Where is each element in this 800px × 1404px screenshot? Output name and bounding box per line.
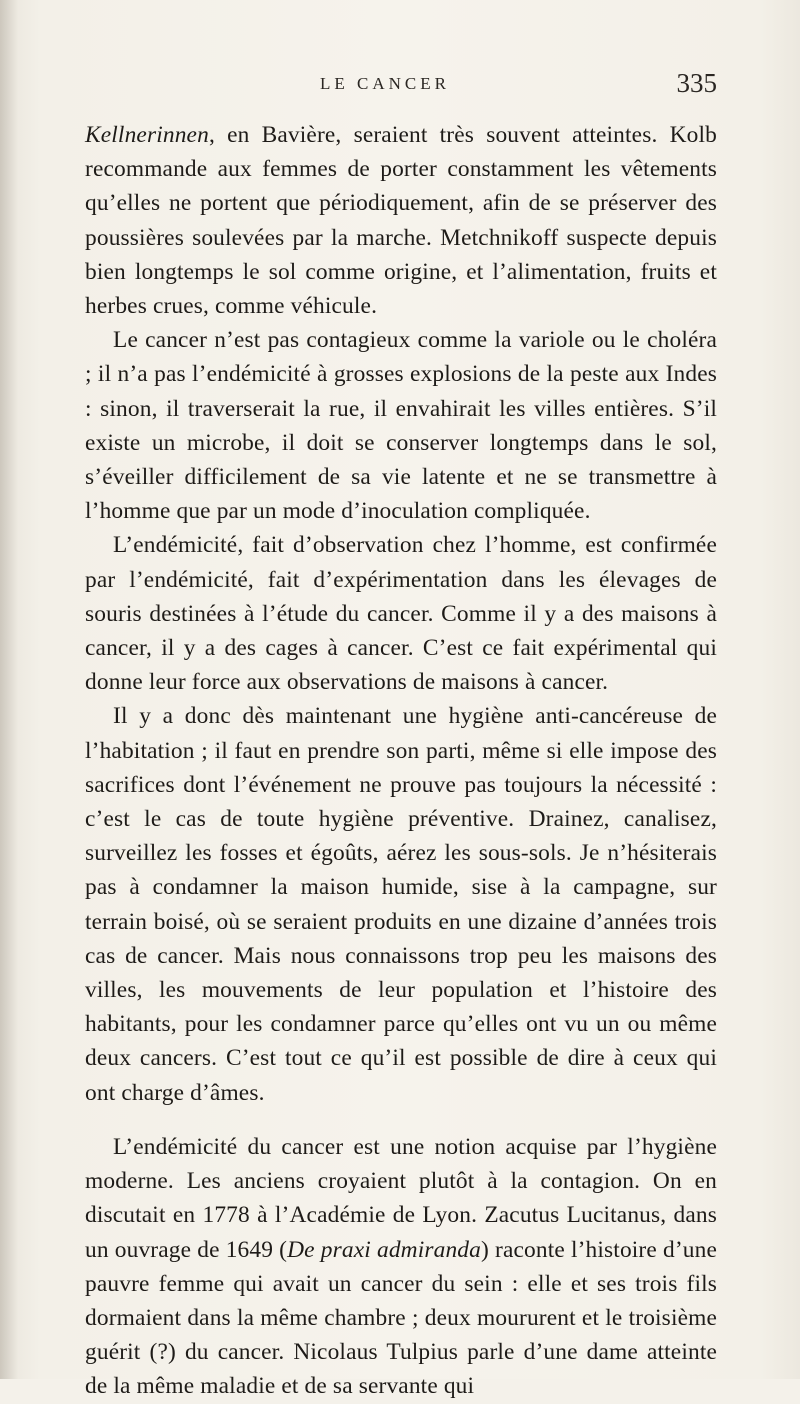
paragraph-5-text-a: L’endémicité du cancer est une notion acquise par l’hygiène moderne. Les anciens croyaient plutôt à la contagion. On en discutait en 1778 à l’Académie de Lyon. Zacutus Lucitanus, dans un ouvrage de 1649 ( bbox=[85, 1133, 717, 1263]
paragraph-4: Il y a donc dès maintenant une hygiène anti-cancéreuse de l’habitation ; il faut en prendre son parti, même si elle impose des sacrifices dont l’événement ne prouve pas toujours la nécessité : c’est le cas de toute hygiène préventive. Drainez, canalisez, surveillez les fosses et égoûts, aérez les sous-sols. Je n’hésiterais pas à condamner la maison humide, sise à la campagne, sur terrain boisé, où se seraient produits en une dizaine d’années trois cas de cancer. Mais nous connaissons trop peu les maisons des villes, les mouvements de leur population et l’histoire des habitants, pour les condamner parce qu’elles ont vu un ou même deux cancers. C’est tout ce qu’il est possible de dire à ceux qui ont charge d’âmes. bbox=[85, 703, 717, 1106]
body-text bbox=[85, 118, 717, 1404]
book-title: De praxi admiranda bbox=[287, 1236, 481, 1263]
paragraph-1-text: , en Bavière, seraient très souvent atteintes. Kolb recommande aux femmes de porter constamment les vêtements qu’elles ne portent que périodiquement, afin de se préserver des poussières soulevées par la marche. Metchnikoff suspecte depuis bien longtemps le sol comme origine, et l’alimentation, fruits et herbes crues, comme véhicule. bbox=[85, 122, 717, 320]
paragraph-5-text-b: ) raconte l’histoire d’une pauvre femme qui avait un cancer du sein : elle et ses trois fils dormaient dans la même chambre ; deux moururent et le troisième guérit (?) du cancer. Nicolaus Tulpius parle d’une dame atteinte de la même maladie et de sa servante qui bbox=[85, 1236, 717, 1400]
paragraph-5 bbox=[85, 1130, 717, 1404]
paragraph-3: L’endémicité, fait d’observation chez l’homme, est confirmée par l’endémicité, fait d’expérimentation dans les élevages de souris destinées à l’étude du cancer. Comme il y a des maisons à cancer, il y a des cages à cancer. C’est ce fait expérimental qui donne leur force aux observations de maisons à cancer. bbox=[85, 532, 717, 696]
page-number: 335 bbox=[676, 68, 717, 98]
running-head: LE CANCER bbox=[320, 74, 450, 93]
italic-term: Kellnerinnen bbox=[85, 122, 209, 148]
paragraph-1 bbox=[85, 118, 717, 323]
paragraph-2: Le cancer n’est pas contagieux comme la variole ou le choléra ; il n’a pas l’endémicité à grosses explosions de la peste aux Indes : sinon, il traverserait la rue, il envahirait les villes entières. S’il existe un microbe, il doit se conserver longtemps dans le sol, s’éveiller difficilement de sa vie latente et ne se transmettre à l’homme que par un mode d’inoculation compliquée. bbox=[85, 327, 717, 525]
